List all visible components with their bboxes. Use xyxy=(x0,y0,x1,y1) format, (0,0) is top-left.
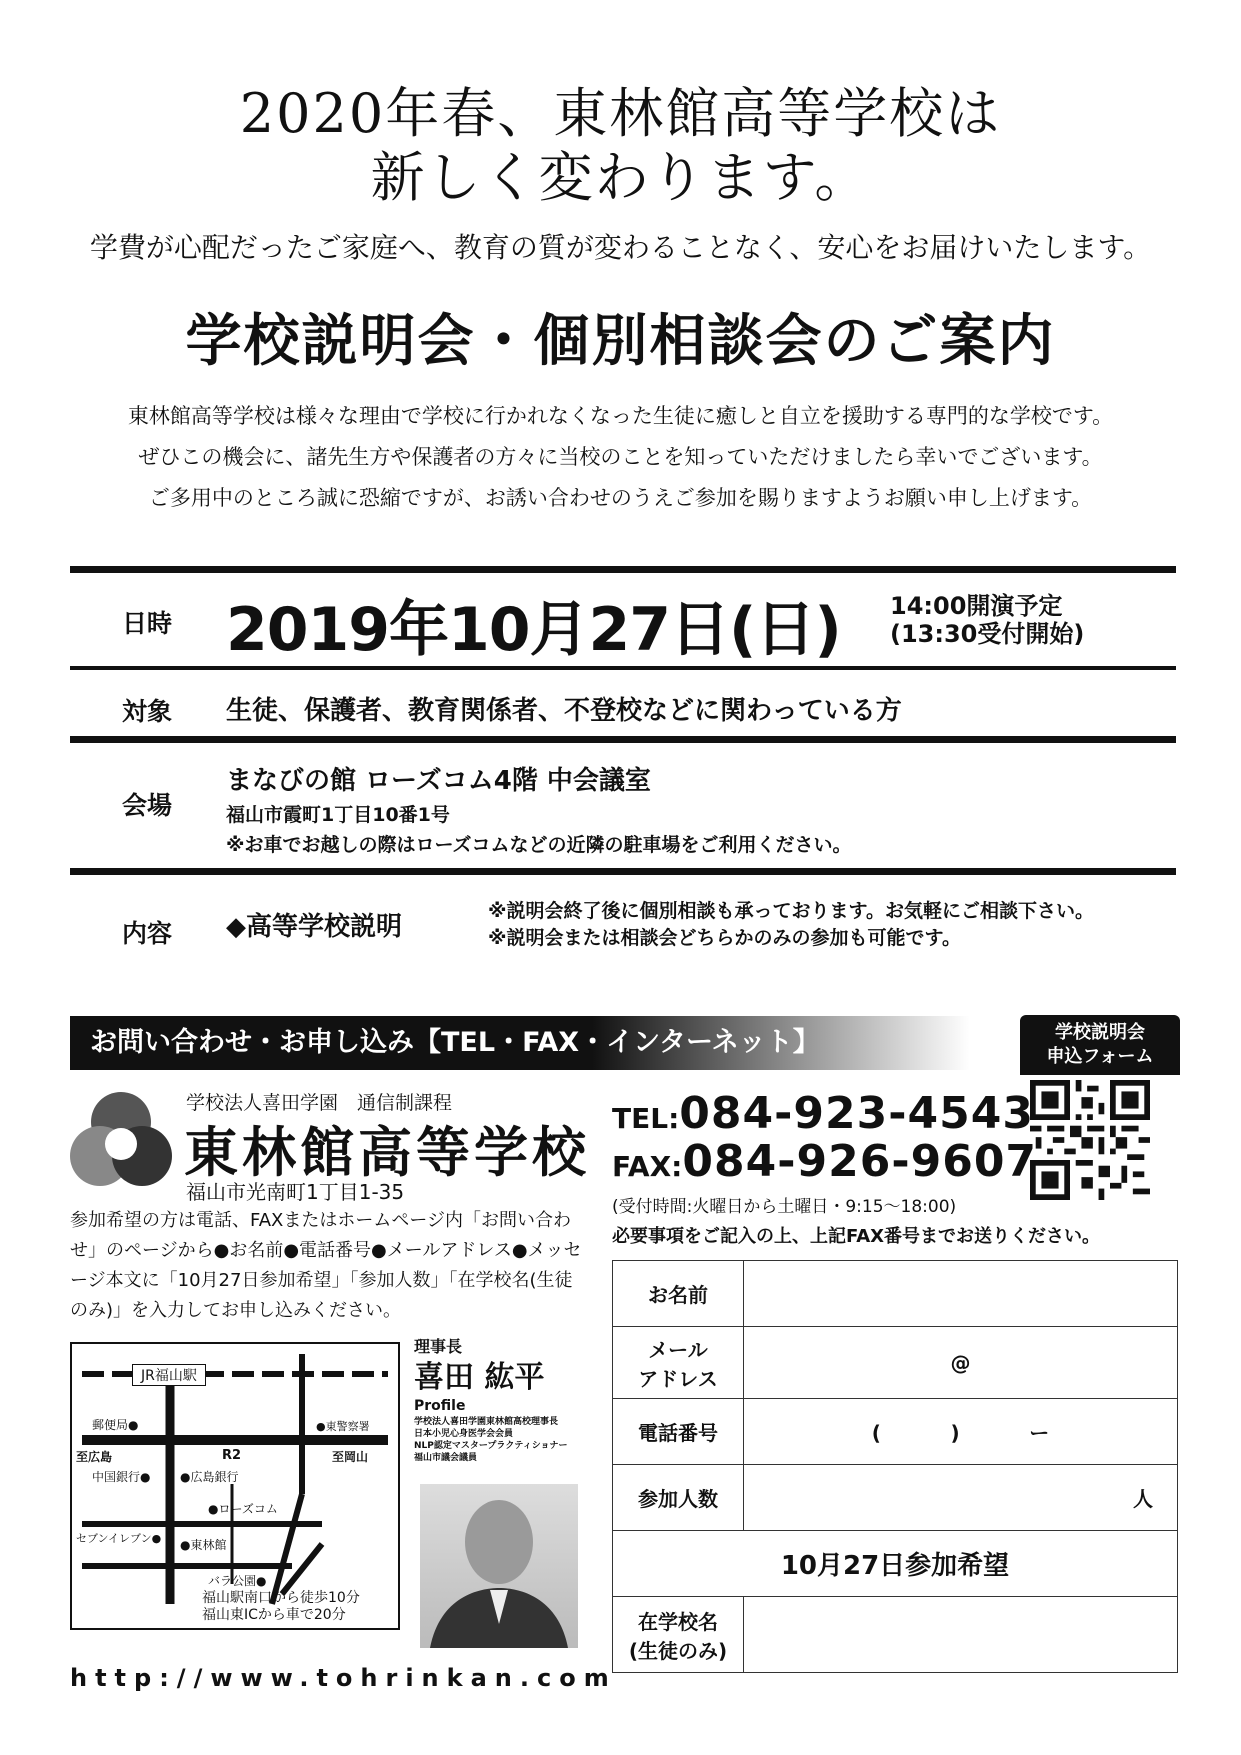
reception-time: (13:30受付開始) xyxy=(890,620,1085,648)
email-label-line: アドレス xyxy=(638,1366,718,1391)
lead-text: 学費が心配だったご家庭へ、教育の質が変わることなく、安心をお届けいたします。 xyxy=(89,231,1152,264)
divider xyxy=(70,736,1176,743)
contact-bar-text: お問い合わせ・お申し込み【TEL・FAX・インターネット】 xyxy=(90,1027,820,1058)
map-bara-park: バラ公園● xyxy=(208,1574,267,1588)
fax-label: FAX: xyxy=(612,1150,683,1183)
profile-line: NLP認定マスタープラクティショナー xyxy=(414,1441,568,1451)
map-chugoku-bank: 中国銀行● xyxy=(92,1470,151,1484)
content-note: ※説明会終了後に個別相談も承っております。お気軽にご相談下さい。 xyxy=(488,900,1094,922)
contact-bar xyxy=(70,1016,970,1070)
headline-line-2: 新しく変わります。 xyxy=(370,146,871,209)
headline-line-1: 2020年春、東林館高等学校は xyxy=(239,82,1002,145)
apply-instructions: 参加希望の方は電話、FAXまたはホームページ内「お問い合わせ」のページから●お名前●電話番号●メールアドレス●メッセージ本文に「10月27日参加希望」「参加人数」「在学校名(生徒のみ)」を入力してお申し込みください。 xyxy=(70,1210,582,1321)
form-name-field[interactable] xyxy=(744,1261,1178,1327)
chairman-photo xyxy=(420,1484,578,1648)
profile-line: 福山市議会議員 xyxy=(414,1453,478,1463)
event-time xyxy=(890,592,1084,648)
map-r2: R2 xyxy=(222,1448,242,1463)
intro-line: ご多用中のところ誠に恐縮ですが、お誘い合わせのうえご参加を賜りますようお願い申し上げます。 xyxy=(148,486,1093,510)
school-label-line: 在学校名 xyxy=(638,1609,718,1634)
form-school-field[interactable] xyxy=(744,1597,1178,1673)
intro-line: ぜひこの機会に、諸先生方や保護者の方々に当校のことを知っていただけましたら幸いでございます。 xyxy=(138,445,1103,469)
person-icon xyxy=(420,1484,578,1648)
divider xyxy=(70,666,1176,670)
access-line: 福山駅南口から徒歩10分 xyxy=(202,1590,360,1606)
divider xyxy=(70,566,1176,573)
map-seven-eleven: セブンイレブン● xyxy=(76,1532,162,1545)
form-email-label xyxy=(613,1327,744,1399)
map-hiroshima-bank: ●広島銀行 xyxy=(180,1470,239,1484)
tel-label: TEL: xyxy=(612,1102,680,1135)
count-unit: 人 xyxy=(1133,1487,1153,1511)
school-logo xyxy=(66,1086,176,1196)
date-label: 日時 xyxy=(122,609,173,638)
form-school-label xyxy=(613,1597,744,1673)
form-name-label: お名前 xyxy=(613,1261,744,1327)
profile-line: 学校法人喜田学園東林館高校理事長 xyxy=(414,1417,559,1427)
email-label-line: メール xyxy=(648,1337,708,1362)
map-post-office: 郵便局● xyxy=(92,1418,139,1432)
tel-line xyxy=(612,1088,1034,1139)
map-to-hiroshima: 至広島 xyxy=(76,1450,113,1464)
form-count-label: 参加人数 xyxy=(613,1465,744,1531)
profile-label: Profile xyxy=(414,1398,466,1414)
intro-line: 東林館高等学校は様々な理由で学校に行かれなくなった生徒に癒しと自立を援助する専門的な学校です。 xyxy=(127,404,1114,428)
intro-paragraph xyxy=(0,396,1241,519)
event-date: 2019年10月27日(日) xyxy=(226,595,841,665)
fax-number: 084-926-9607 xyxy=(682,1136,1038,1187)
map-police: ●東警察署 xyxy=(316,1420,370,1433)
start-time: 14:00開演予定 xyxy=(890,592,1063,620)
venue-note: ※お車でお越しの際はローズコムなどの近隣の駐車場をご利用ください。 xyxy=(226,834,852,856)
form-label xyxy=(1020,1015,1180,1075)
divider xyxy=(70,868,1176,875)
form-wish: 10月27日参加希望 xyxy=(613,1531,1178,1597)
map-rosecom: ●ローズコム xyxy=(208,1502,278,1516)
content-label: 内容 xyxy=(122,919,173,948)
map-tohrinkan: ●東林館 xyxy=(180,1538,227,1552)
content-note: ※説明会または相談会どちらかのみの参加も可能です。 xyxy=(488,927,961,949)
map-station: JR福山駅 xyxy=(132,1364,206,1386)
profile-line: 日本小児心身医学会会員 xyxy=(414,1429,514,1439)
form-count-field[interactable] xyxy=(744,1465,1178,1531)
venue-name: まなびの館 ローズコム4階 中会議室 xyxy=(226,766,651,796)
tel-number[interactable]: 084-923-4543 xyxy=(679,1088,1034,1139)
venue-address: 福山市霞町1丁目10番1号 xyxy=(226,804,450,826)
chairman-role: 理事長 xyxy=(414,1337,463,1356)
school-address: 福山市光南町1丁目1-35 xyxy=(186,1180,405,1204)
map-to-okayama: 至岡山 xyxy=(332,1450,369,1464)
fax-line xyxy=(612,1136,1037,1187)
content-value: ◆高等学校説明 xyxy=(226,912,402,942)
reception-hours: (受付時間:火曜日から土曜日・9:15〜18:00) xyxy=(612,1197,957,1217)
access-map xyxy=(70,1342,400,1630)
website-url[interactable]: http://www.tohrinkan.com xyxy=(70,1664,617,1692)
form-phone-label: 電話番号 xyxy=(613,1399,744,1465)
venue-label: 会場 xyxy=(122,791,173,820)
target-value: 生徒、保護者、教育関係者、不登校などに関わっている方 xyxy=(226,696,902,726)
form-label-line: 学校説明会 xyxy=(1055,1022,1145,1043)
content-notes xyxy=(488,898,1094,952)
fax-instruction: 必要事項をご記入の上、上記FAX番号までお送りください。 xyxy=(612,1226,1101,1247)
form-label-line: 申込フォーム xyxy=(1046,1046,1154,1067)
school-label-line: (生徒のみ) xyxy=(628,1638,728,1663)
chairman-profile xyxy=(414,1416,568,1464)
page-title: 学校説明会・個別相談会のご案内 xyxy=(185,309,1056,374)
chairman-name: 喜田 紘平 xyxy=(414,1360,545,1395)
school-subtitle: 学校法人喜田学園 通信制課程 xyxy=(186,1092,453,1114)
access-line: 福山東ICから車で20分 xyxy=(202,1607,346,1623)
target-label: 対象 xyxy=(122,697,173,726)
form-email-field[interactable]: @ xyxy=(744,1327,1178,1399)
school-name: 東林館高等学校 xyxy=(184,1120,590,1184)
application-form xyxy=(612,1260,1178,1673)
form-phone-field[interactable]: ( ) ー xyxy=(744,1399,1178,1465)
map-access xyxy=(202,1590,360,1624)
qr-code[interactable] xyxy=(1030,1080,1150,1200)
